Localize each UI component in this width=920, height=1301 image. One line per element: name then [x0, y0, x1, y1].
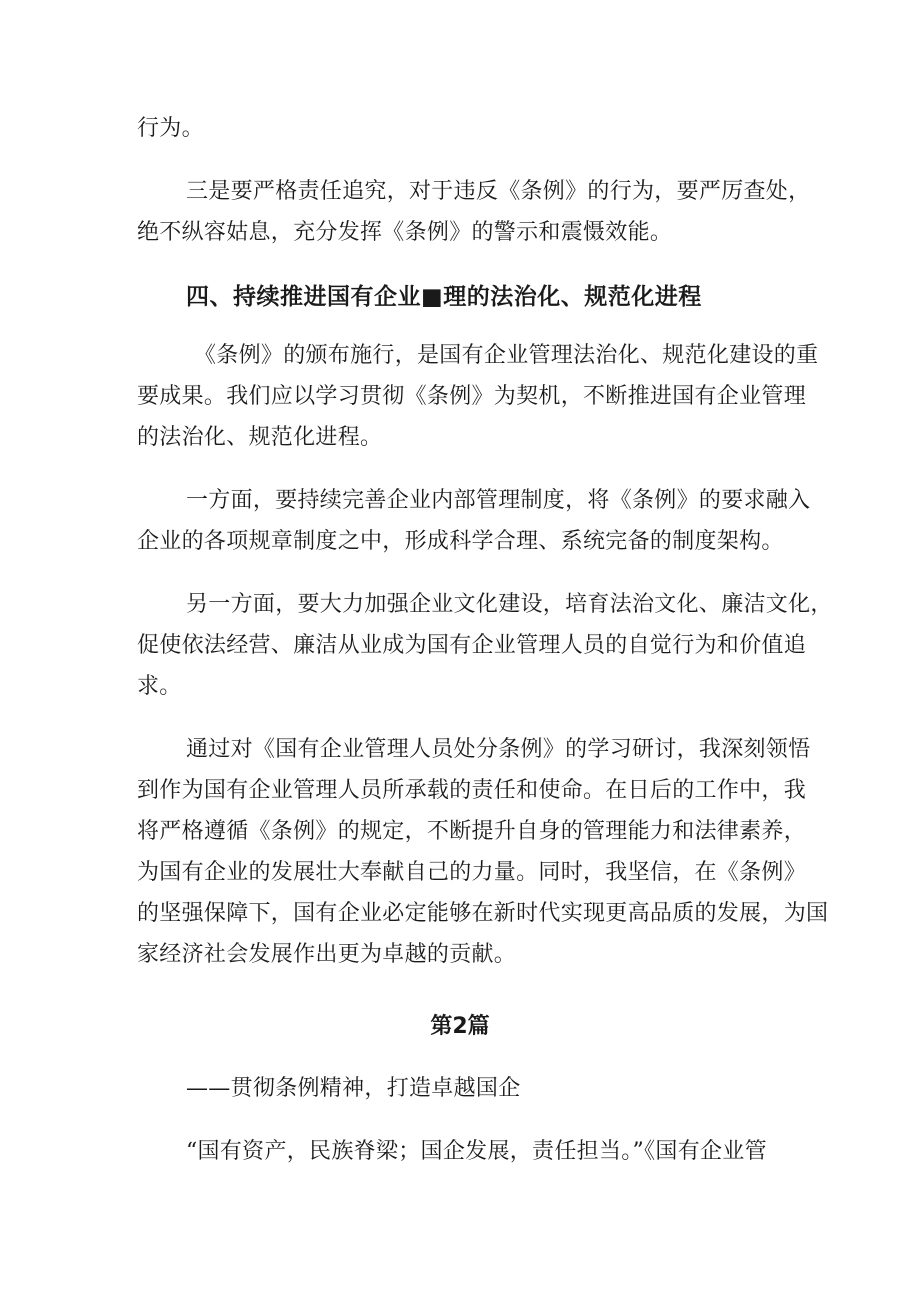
paragraph-line: 促使依法经营、廉洁从业成为国有企业管理人员的自觉行为和价值追	[137, 633, 807, 658]
paragraph-line: “国有资产，民族脊梁；国企发展，责任担当。”《国有企业管	[186, 1139, 767, 1164]
paragraph-line: 另一方面，要大力加强企业文化建设，培育法治文化、廉洁文化，	[186, 592, 833, 617]
paragraph-line: 企业的各项规章制度之中，形成科学合理、系统完备的制度架构。	[137, 529, 784, 554]
subtitle-line: ——贯彻条例精神，打造卓越国企	[186, 1076, 521, 1101]
paragraph-line: 《条例》的颁布施行，是国有企业管理法治化、规范化建设的重	[194, 343, 819, 368]
paragraph-line: 家经济社会发展作出更为卓越的贡献。	[137, 942, 517, 967]
paragraph-line: 的坚强保障下，国有企业必定能够在新时代实现更高品质的发展，为国	[137, 901, 829, 926]
section-heading: 四、持续推进国有企业■理的法治化、规范化进程	[186, 284, 702, 310]
article-title: 第2篇	[430, 1014, 490, 1039]
paragraph-line: 的法治化、规范化进程。	[137, 425, 383, 450]
paragraph-line: 一方面，要持续完善企业内部管理制度，将《条例》的要求融入	[186, 488, 811, 513]
paragraph-line: 到作为国有企业管理人员所承载的责任和使命。在日后的工作中，我	[137, 778, 807, 803]
paragraph-line: 行为。	[137, 116, 204, 141]
paragraph-line: 求。	[137, 674, 182, 699]
paragraph-line: 三是要严格责任追究，对于违反《条例》的行为，要严厉查处，	[186, 179, 811, 204]
paragraph-line: 通过对《国有企业管理人员处分条例》的学习研讨，我深刻领悟	[186, 737, 811, 762]
paragraph-line: 为国有企业的发展壮大奉献自己的力量。同时，我坚信，在《条例》	[137, 860, 807, 885]
paragraph-line: 将严格遵循《条例》的规定，不断提升自身的管理能力和法律素养，	[137, 819, 807, 844]
paragraph-line: 要成果。我们应以学习贯彻《条例》为契机，不断推进国有企业管理	[137, 384, 807, 409]
paragraph-line: 绝不纵容姑息，充分发挥《条例》的警示和震慑效能。	[137, 220, 673, 245]
